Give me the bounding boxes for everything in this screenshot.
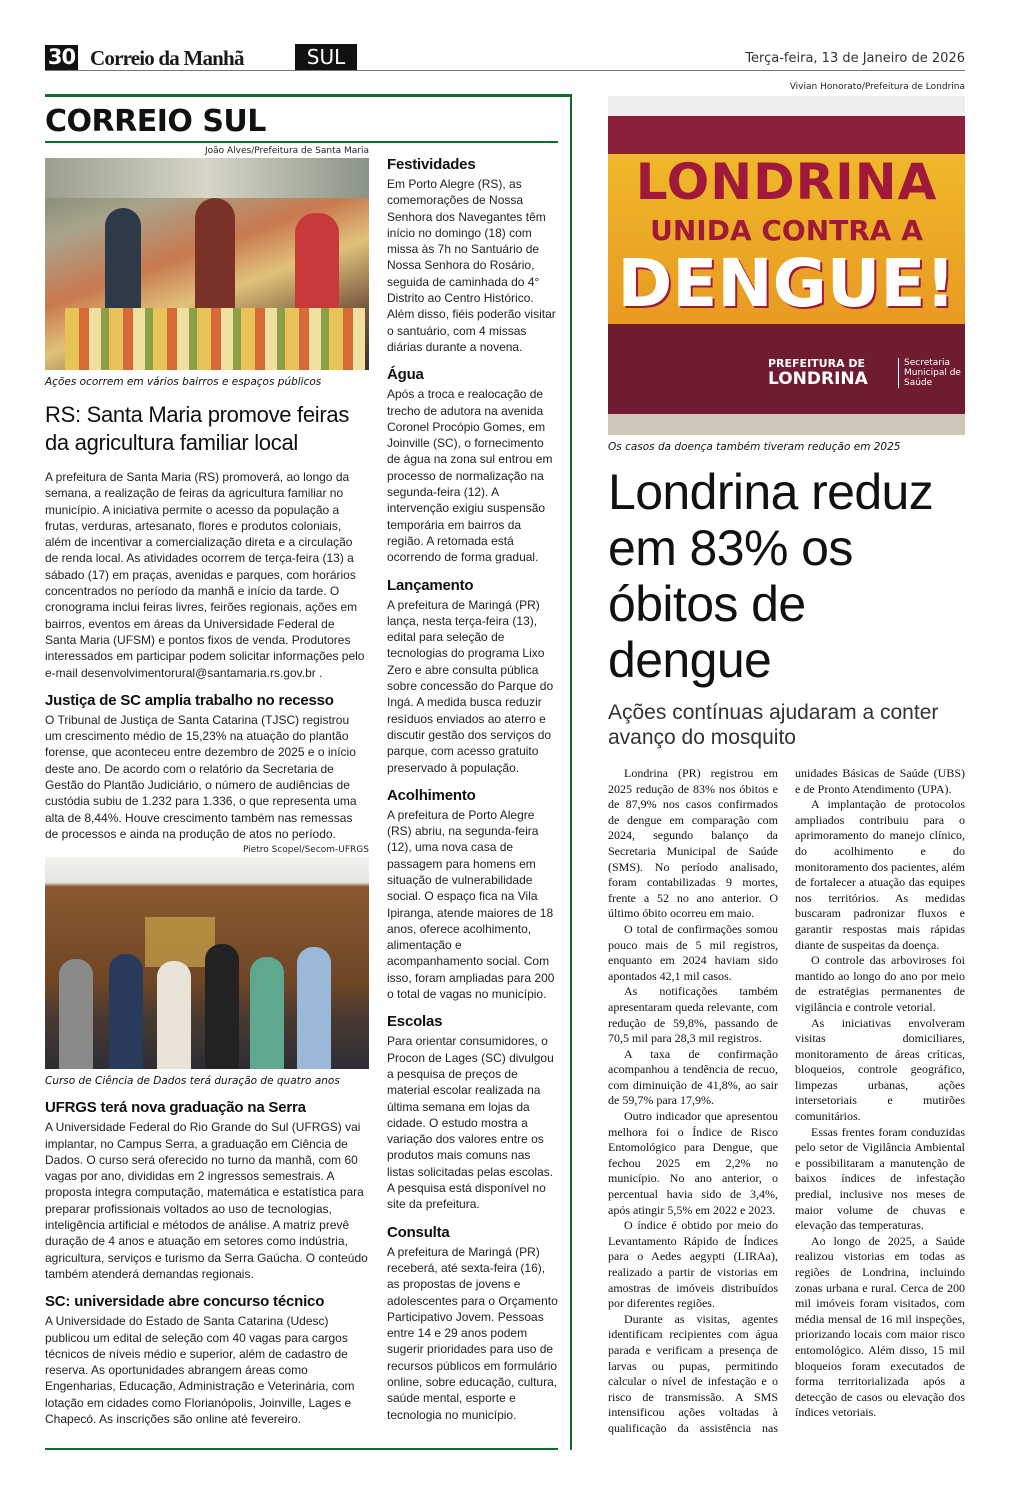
column-title-underline [45, 141, 558, 143]
article-paragraph: A taxa de confirmação acompanhou a tendência de recuo, com diminuição de 41,8%, ao sair de 59,7% para 17,9%. [608, 1046, 778, 1108]
photo-credit: Pietro Scopel/Secom-UFRGS [242, 845, 369, 856]
brief-body: Para orientar consumidores, o Procon de Lages (SC) divulgou a pesquisa de preços de material escolar realizada na última semana em lojas da cidade. O estudo mostra a variação dos valores entre os produtos mais comuns nas listas solicitadas pelas escolas. A pesquisa está disponível no site da prefeitura. [387, 1034, 554, 1212]
column-title: CORREIO SUL [45, 104, 266, 139]
brief-body: A Universidade Federal do Rio Grande do Sul (UFRGS) vai implantar, no Campus Serra, a graduação em Ciência de Dados. O curso será oferecido no turno da manhã, com 60 vagas por ano, divididas em 2 ingressos semestrais. A proposta integra computação, matemática e estatística para preparar profissionais voltados ao uso de tecnologias, inteligência artificial e métodos de análise. A matriz prevê duração de 4 anos e atuação em setores como indústria, agricultura, serviços e turismo da Serra Gaúcha. O conteúdo também atenderá demandas regionais. [45, 1120, 368, 1281]
article-paragraph: O controle das arboviroses foi mantido ao longo do ano por meio de estratégias permanentes de vigilância e controle vetorial. [795, 953, 965, 1014]
article-paragraph: Londrina (PR) registrou em 2025 redução de 83% nos óbitos e de 87,9% nos casos confirmados de dengue em comparação com 2024, segundo balanço da Secretaria Municipal de Saúde (SMS). No período analisado, foram contabilizadas 9 mortes, frente a 52 no ano anterior. O último óbito ocorreu em maio. [608, 766, 778, 921]
main-article-body [608, 766, 965, 1437]
newspaper-logo: Correio da Manhã [90, 46, 244, 70]
page-number: 30 [45, 45, 78, 70]
photo-credit: Vivian Honorato/Prefeitura de Londrina [789, 82, 965, 92]
market-photo [45, 158, 369, 370]
photo-caption: Ações ocorrem em vários bairros e espaços públicos [45, 376, 322, 388]
article-paragraph: Outro indicador que apresentou melhora foi o Índice de Risco Entomológico para Dengue, que fechou 2025 em 2,2% no município. No ano anterior, o percentual havia sido de 3,4%, após atingir 5,5% em 2022 e 2023. [608, 1109, 778, 1217]
middle-column [387, 155, 559, 1423]
brief-title: Lançamento [387, 576, 474, 594]
header-divider [45, 70, 965, 71]
brief-title: Consulta [387, 1223, 450, 1241]
column-frame-top [45, 94, 572, 97]
brief-title: Escolas [387, 1013, 443, 1031]
article-body: A prefeitura de Santa Maria (RS) promoverá, ao longo da semana, a realização de feiras da agricultura familiar no município. A iniciativa permite o acesso da população a frutas, verduras, artesanato, flores e produtos coloniais, além de incentivar a comercialização direta e a circulação de renda local. As atividades ocorrem de terça-feira (13) a sábado (17) em praças, avenidas e parques, com horários concentrados no período da manhã e início da tarde. O cronograma inclui feiras livres, feirões regionais, ações em bairros, eventos em áreas da Universidade Federal de Santa Maria (UFSM) e pontos fixos de venda. Produtores interessados em participar podem solicitar informações pelo e-mail desenvolvimentorural@santamaria.rs.gov.br . [45, 470, 365, 680]
article-paragraph: As notificações também apresentaram queda relevante, com redução de 59,8%, passando de 70,5 mil para 28,3 mil registros. [608, 984, 778, 1046]
main-headline: Londrina reduz em 83% os óbitos de dengue [608, 464, 934, 688]
article-paragraph: A implantação de protocolos ampliados contribuiu para o aprimoramento do manejo clínico, do acolhimento e do monitoramento dos pacientes, além de fortalecer a atuação das equipes nos territórios. As medidas buscaram padronizar fluxos e garantir respostas mais rápidas diante de suspeitas da doença. [795, 797, 965, 952]
brief-title: Água [387, 366, 424, 384]
brief-body: A Universidade do Estado de Santa Catarina (Udesc) publicou um edital de seleção com 40 vagas para cargos técnicos de níveis médio e superior, além de cadastro de reserva. As oportunidades abrangem áreas como Engenharias, Educação, Administração e Veterinária, com lotação em cidades como Florianópolis, Joinville, Lages e Chapecó. As inscrições são online até fevereiro. [45, 1314, 355, 1426]
logo-big-text: LONDRINA [768, 369, 868, 389]
brief-title: Justiça de SC amplia trabalho no recesso [45, 691, 334, 709]
article-paragraph: O índice é obtido por meio do Levantamento Rápido de Índices para o Aedes aegypti (LIRAa), realizado a partir de vistorias em amostras de imóveis distribuídos por diferentes regiões. [608, 1218, 778, 1311]
column-frame-bottom [45, 1448, 558, 1450]
brief-body: Após a troca e realocação de trecho de adutora na avenida Coronel Procópio Gomes, em Joinville (SC), o fornecimento de água na zona sul entrou em processo de normalização na segunda-feira (12). A intervenção exigiu suspensão temporária em bairros da região. A retomada está ocorrendo de forma gradual. [387, 387, 553, 565]
column-frame-right [570, 94, 572, 1450]
section-label: SUL [295, 44, 357, 70]
sign-text-line3: DENGUE! [617, 245, 956, 322]
brief-title: UFRGS terá nova graduação na Serra [45, 1099, 306, 1117]
brief-title: Acolhimento [387, 786, 476, 804]
article-paragraph: As iniciativas envolveram visitas domiciliares, monitoramento de áreas críticas, bloqueios, controle geográfico, limpezas urbanas, ações intersetoriais e mutirões comunitários. [795, 1015, 965, 1124]
article-paragraph: O total de confirmações somou pouco mais de 5 mil registros, enquanto em 2024 haviam sido apontados 42,1 mil casos. [608, 921, 778, 983]
brief-body: A prefeitura de Maringá (PR) receberá, até sexta-feira (16), as propostas de jovens e adolescentes para o Orçamento Participativo Jovem. Pessoas entre 14 e 29 anos podem sugerir prioridades para uso de recursos públicos em formulário online, sobre educação, cultura, saúde mental, esporte e tecnologia no município. [387, 1244, 558, 1422]
photo-credit: João Alves/Prefeitura de Santa Maria [204, 146, 369, 156]
left-column [45, 146, 369, 1427]
main-article [608, 82, 965, 1437]
secretaria-text: Secretaria Municipal de Saúde [898, 358, 962, 388]
brief-body: O Tribunal de Justiça de Santa Catarina (TJSC) registrou um crescimento médio de 15,23% na atuação do plantão forense, que aconteceu entre dezembro de 2025 e o início deste ano. De acordo com o relatório da Secretaria de Gestão do Plantão Judiciário, o número de audiências de custódia subiu de 1.232 para 1.336, o que representa uma alta de 8,44%. Houve crescimento também nas remessas de processos e ainda na produção de atos no período. [45, 712, 357, 841]
ufrgs-group-photo [45, 857, 369, 1069]
brief-body: A prefeitura de Porto Alegre (RS) abriu, na segunda-feira (12), uma nova casa de passagem para homens em situação de vulnerabilidade social. O espaço fica na Vila Ipiranga, atende maiores de 18 anos, oferece acolhimento, alimentação e acompanhamento social. Com isso, foram ampliadas para 200 o total de vagas no município. [387, 807, 555, 1002]
prefeitura-logo [768, 358, 868, 388]
brief-title: SC: universidade abre concurso técnico [45, 1293, 325, 1311]
article-paragraph: Ao longo de 2025, a Saúde realizou vistorias em todas as regiões de Londrina, incluindo zonas urbana e rural. Cerca de 200 mil imóveis foram visitados, com média mensal de 16 mil inspeções, priorizando locais com maior risco entomológico. Além disso, 15 mil bloqueios foram executados de forma territorializada após a detecção de casos ou elevação dos índices vetoriais. [795, 1233, 965, 1420]
brief-title: Festividades [387, 156, 476, 173]
sign-text-line1: LONDRINA [635, 153, 938, 211]
photo-caption: Curso de Ciência de Dados terá duração de quatro anos [45, 1075, 340, 1088]
article-paragraph: Essas frentes foram conduzidas pelo setor de Vigilância Ambiental e possibilitaram a manutenção de baixos índices de infestação predial, inclusive nos meses de maior volume de chuvas e elevação das temperaturas. [795, 1124, 965, 1233]
article-deck: Ações contínuas ajudaram a conter avanço do mosquito [608, 701, 939, 749]
photo-caption: Os casos da doença também tiveram redução em 2025 [608, 441, 901, 453]
brief-body: Em Porto Alegre (RS), as comemorações de Nossa Senhora dos Navegantes têm início no domingo (18) com missa às 7h no Santuário de Nossa Senhora do Rosário, seguida de caminhada do 4° Distrito ao Centro Histórico. Além disso, fiéis poderão visitar o santuário, com 4 missas diárias durante a novena. [387, 177, 556, 354]
logo-small-text: PREFEITURA DE [768, 357, 866, 370]
brief-body: A prefeitura de Maringá (PR) lança, nesta terça-feira (13), edital para seleção de tecnologias do programa Lixo Zero e abre consulta pública sobre concessão do Parque do Ingá. A medida busca reduzir resíduos enviados ao aterro e discutir gestão dos serviços do parque, com acesso gratuito preservado à população. [387, 597, 554, 775]
sign-text-line2: UNIDA CONTRA A [650, 214, 923, 247]
article-headline: RS: Santa Maria promove feiras da agricultura familiar local [45, 402, 350, 455]
article-paragraph: Durante as visitas, agentes identificam recipientes com água parada e verificam a presença de larvas ou pupas, permitindo calcular o nível de infestação e o risco de transmissão. A SMS intensificou ações voltadas à qualificação da assistência nas unidades Básicas de Saúde (UBS) e de Pronto Atendimento (UPA). [608, 766, 965, 1435]
issue-date: Terça-feira, 13 de Janeiro de 2026 [745, 51, 965, 66]
dengue-campaign-sign-photo [608, 96, 965, 435]
